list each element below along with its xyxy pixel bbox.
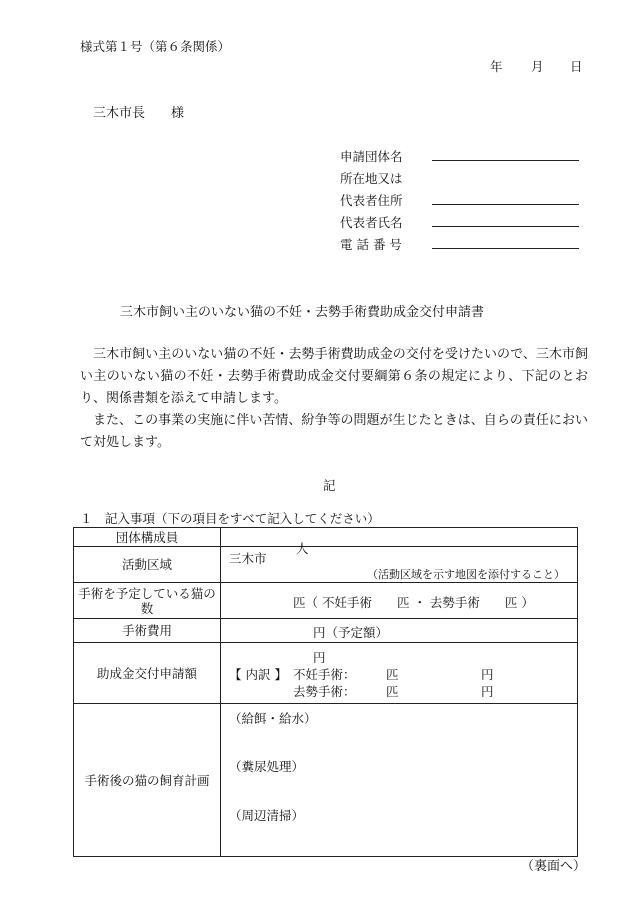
section-heading: １ 記入事項（下の項目をすべて記入してください） (80, 511, 380, 526)
group-name-field[interactable] (432, 160, 579, 161)
group-name-label: 申請団体名 (340, 149, 403, 164)
grant-spay-count-unit: 匹 (386, 667, 399, 682)
area-row (74, 547, 578, 583)
phone-label: 電 話 番 号 (340, 237, 402, 252)
care-plan-label: 手術後の猫の飼育計画 (74, 704, 221, 857)
cost-row (74, 619, 578, 643)
grant-field[interactable] (221, 643, 578, 704)
continue-on-back-note: （裏面へ） (521, 859, 587, 874)
care-waste-label: （糞尿処理） (229, 759, 305, 774)
rep-address-label: 代表者住所 (340, 193, 403, 208)
care-plan-field[interactable] (221, 704, 578, 857)
cost-value: 円（予定額） (313, 625, 389, 640)
body-paragraph-2: また、この事業の実施に伴い苦情、紛争等の問題が生じたときは、自らの責任において対処します。 (80, 413, 588, 450)
cats-field[interactable] (221, 583, 578, 619)
grant-total-unit: 円 (313, 650, 326, 665)
ki-heading: 記 (323, 478, 336, 493)
address-label: 所在地又は (340, 171, 403, 186)
care-plan-row (74, 704, 578, 857)
area-note: （活動区域を示す地図を添付すること） (367, 568, 565, 581)
members-field[interactable] (221, 528, 578, 556)
members-label: 団体構成員 (74, 528, 221, 547)
document-title: 三木市飼い主のいない猫の不妊・去勢手術費助成金交付申請書 (120, 305, 485, 320)
cats-value: 匹（ 不妊手術 匹 ・ 去勢手術 匹 ） (293, 595, 534, 610)
cost-label: 手術費用 (74, 619, 221, 643)
date-month-label: 月 (531, 59, 544, 74)
grant-breakdown-label: 【 内訳 】 (229, 667, 287, 682)
rep-name-field[interactable] (432, 226, 579, 227)
phone-field[interactable] (432, 248, 579, 249)
application-form-table (73, 527, 578, 857)
grant-neuter-label: 去勢手術： (293, 684, 356, 699)
area-value: 三木市 (229, 551, 267, 566)
cats-row (74, 583, 578, 619)
members-row (74, 528, 578, 547)
members-unit: 人 (296, 541, 309, 556)
date-year-label: 年 (490, 59, 503, 74)
area-field[interactable] (221, 547, 578, 583)
grant-neuter-yen-unit: 円 (481, 684, 494, 699)
form-number: 様式第１号（第６条関係） (80, 39, 231, 54)
cost-field[interactable] (221, 619, 578, 643)
grant-spay-label: 不妊手術： (293, 667, 356, 682)
grant-spay-yen-unit: 円 (481, 667, 494, 682)
grant-row (74, 643, 578, 704)
body-paragraph-1: 三木市飼い主のいない猫の不妊・去勢手術費助成金の交付を受けたいので、三木市飼い主のいない猫の不妊・去勢手術費助成金交付要綱第６条の規定により、下記のとおり、関係書類を添えて申請します。 (80, 347, 588, 406)
care-cleaning-label: （周辺清掃） (229, 808, 305, 823)
grant-neuter-count-unit: 匹 (386, 684, 399, 699)
date-day-label: 日 (570, 59, 583, 74)
grant-label: 助成金交付申請額 (74, 643, 221, 704)
care-feeding-label: （給餌・給水） (229, 711, 317, 726)
area-label: 活動区域 (74, 547, 221, 583)
addressee: 三木市長 様 (93, 106, 185, 121)
rep-name-label: 代表者氏名 (340, 215, 403, 230)
body-text (80, 344, 588, 454)
cats-label: 手術を予定している猫の数 (74, 583, 221, 619)
rep-address-field[interactable] (432, 204, 579, 205)
